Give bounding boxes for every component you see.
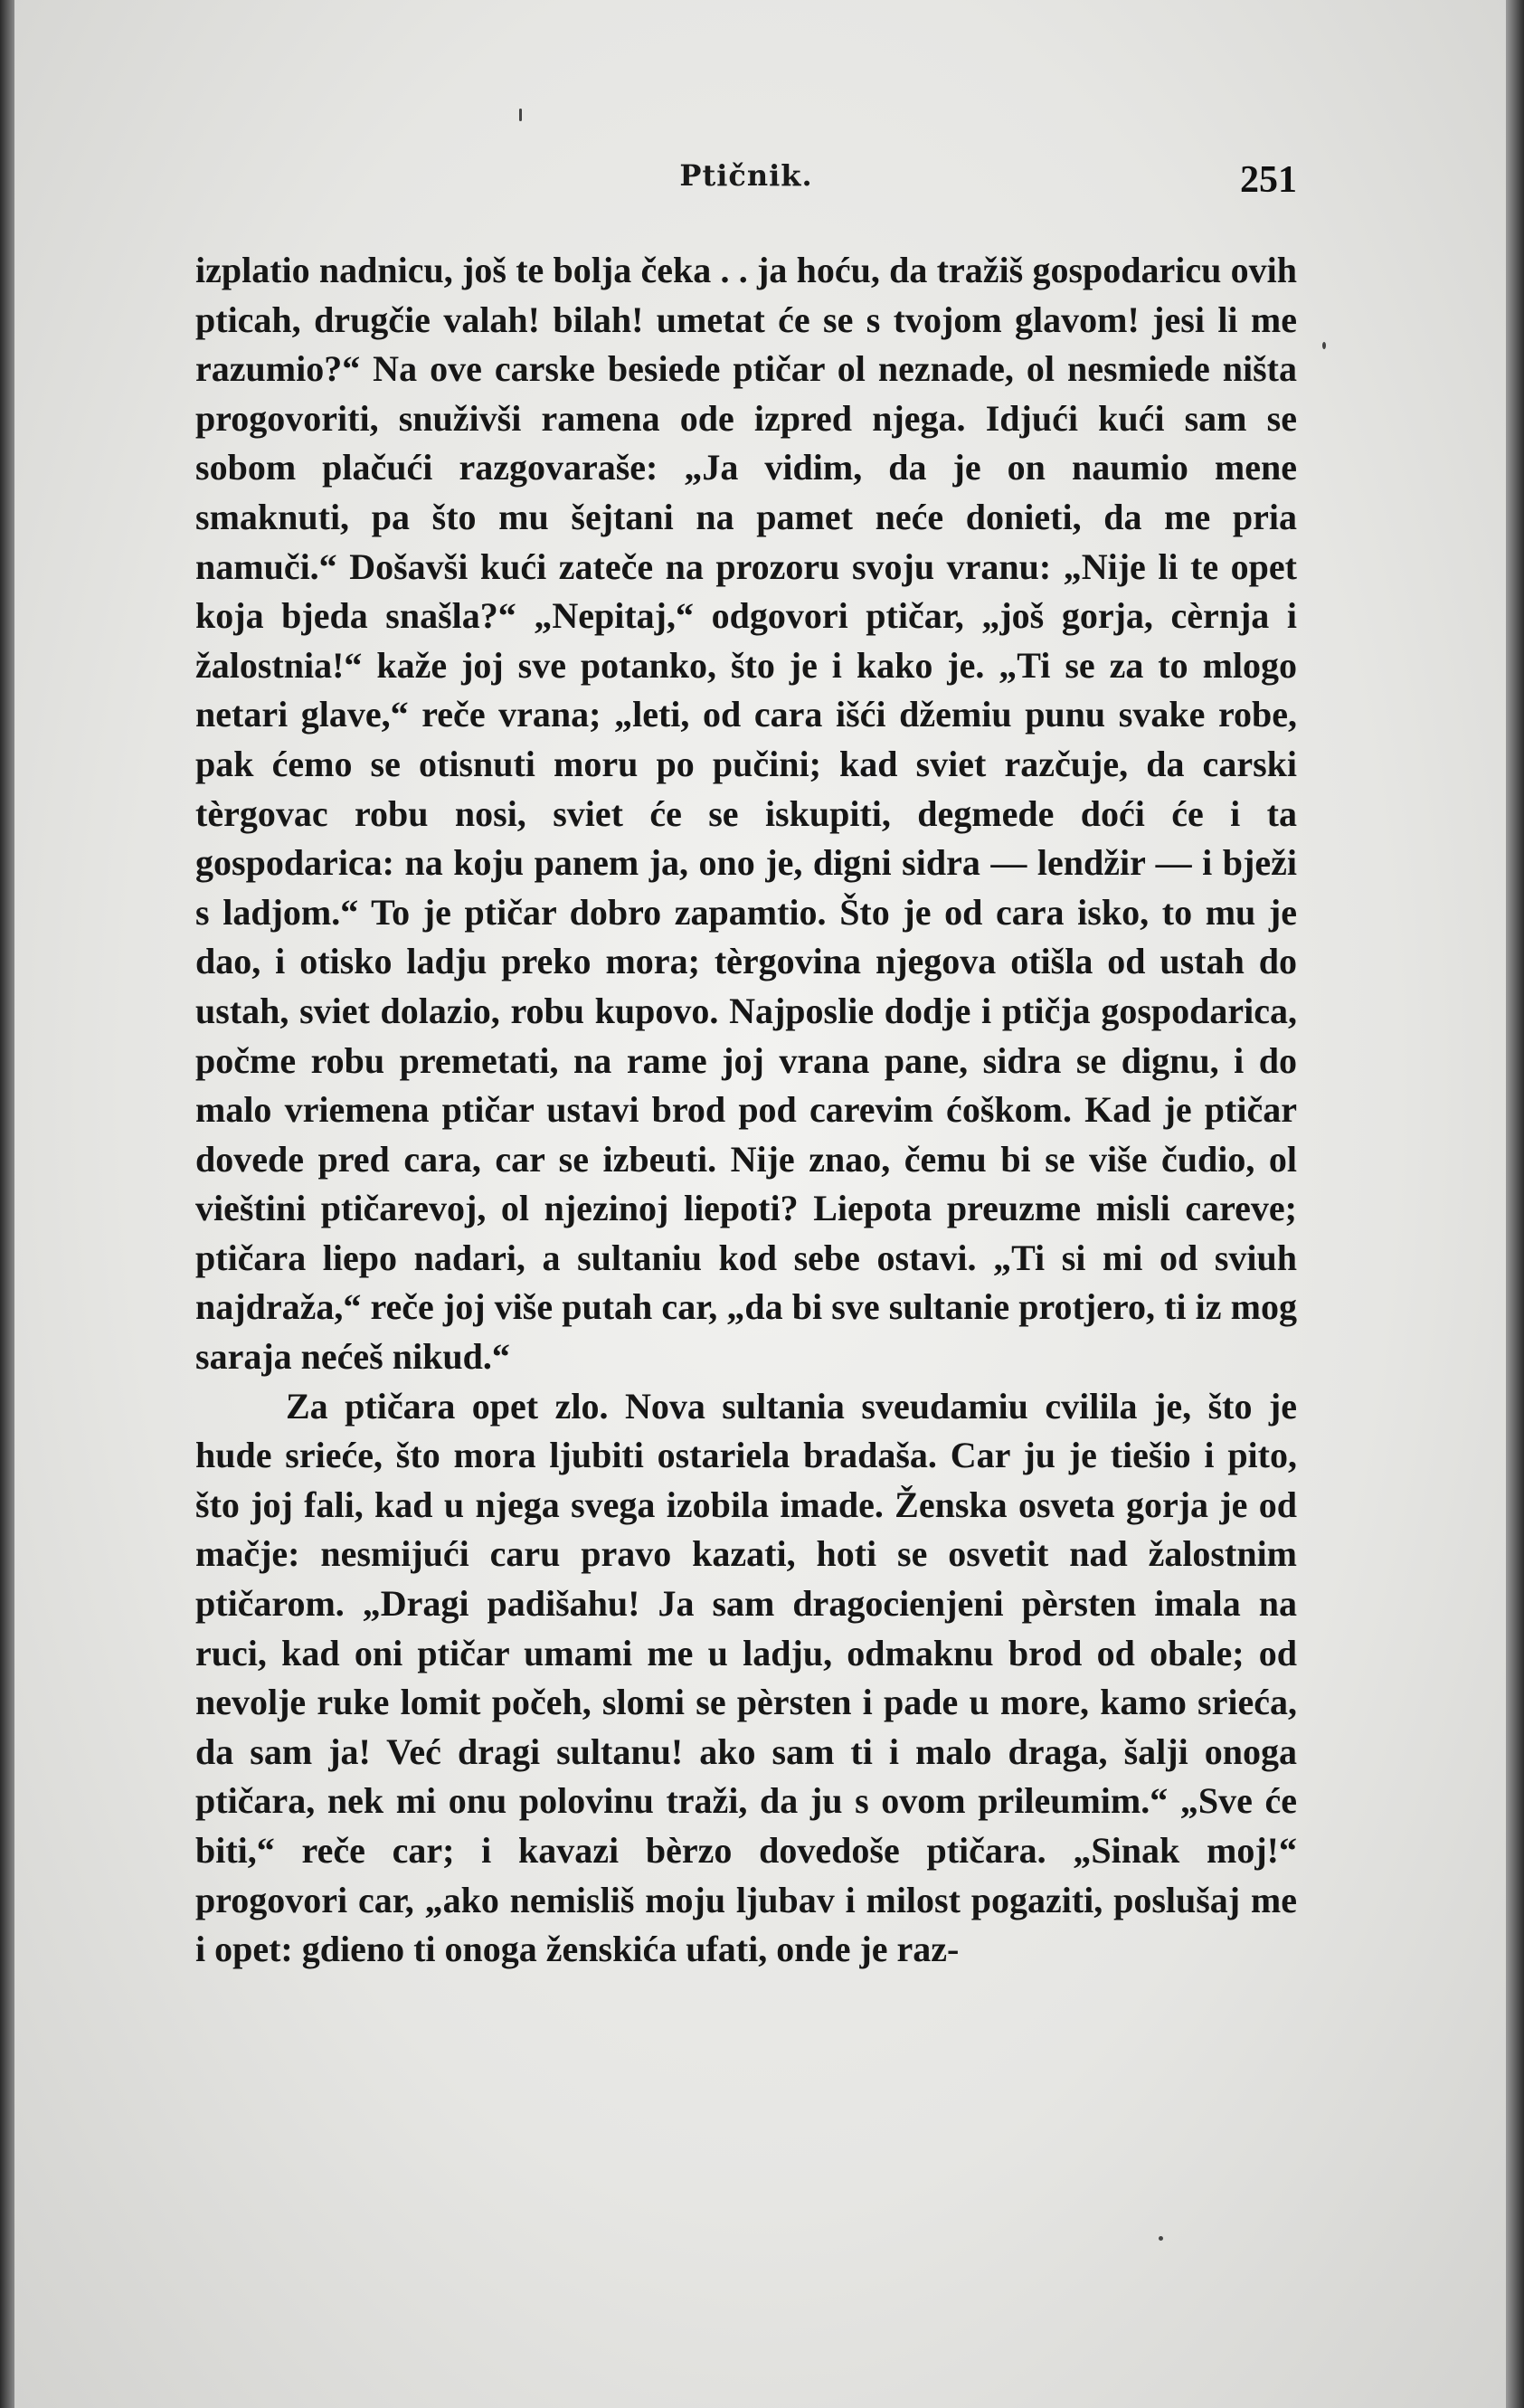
- paragraph-2: Za ptičara opet zlo. Nova sultania sveudamiu cvilila je, što je hude srieće, što mora ljubiti ostariela bradaša. Car ju je tiešio i pito, što joj fali, kad u njega svega izobila imade. Ženska osveta gorja je od mačje: nesmijući caru pravo kazati, hoti se osvetit nad žalostnim ptičarom. „Dragi padišahu! Ja sam dragocienjeni pèrsten imala na ruci, kad oni ptičar umami me u ladju, odmaknu brod od obale; od nevolje ruke lomit počeh, slomi se pèrsten i pade u more, kamo srieća, da sam ja! Već dragi sultanu! ako sam ti i malo draga, šalji onoga ptičara, nek mi onu polovinu traži, da ju s ovom prileumim.“ „Sve će biti,“ reče car; i kavazi bèrzo dovedoše ptičara. „Sinak moj!“ progovori car, „ako nemisliš moju ljubav i milost pogaziti, poslušaj me i opet: gdieno ti onoga ženskića ufati, onde je raz-: [195, 1385, 1297, 1970]
- ink-speck: [519, 109, 522, 121]
- book-page: [14, 0, 1506, 2408]
- scan-right-edge: [1506, 0, 1524, 2408]
- ink-speck: [1159, 2236, 1163, 2241]
- page-number: 251: [1240, 159, 1297, 201]
- scan-left-edge: [0, 0, 14, 2408]
- paragraph-1: izplatio nadnicu, još te bolja čeka . . ja hoću, da tražiš gospodaricu ovih pticah, drugčie valah! bilah! umetat će se s tvojom glavom! jesi li me razumio?“ Na ove carske besiede ptičar ol neznade, ol nesmiede ništa progovoriti, snuživši ramena ode izpred njega. Idjući kući sam se sobom plačući razgovaraše: „Ja vidim, da je on naumio mene smaknuti, pa što mu šejtani na pamet neće donieti, da me pria namuči.“ Došavši kući zateče na prozoru svoju vranu: „Nije li te opet koja bjeda snašla?“ „Nepitaj,“ odgovori ptičar, „još gorja, cèrnja i žalostnia!“ kaže joj sve potanko, što je i kako je. „Ti se za to mlogo netari glave,“ reče vrana; „leti, od cara išći džemiu punu svake robe, pak ćemo se otisnuti moru po pučini; kad sviet razčuje, da carski tèrgovac robu nosi, sviet će se iskupiti, degmede doći će i ta gospodarica: na koju panem ja, ono je, digni sidra — lendžir — i bježi s ladjom.“ To je ptičar dobro zapamtio. Što je od cara isko, to mu je dao, i otisko ladju preko mora; tèrgovina njegova otišla od ustah do ustah, sviet dolazio, robu kupovo. Najposlie dodje i ptičja gospodarica, počme robu premetati, na rame joj vrana pane, sidra se dignu, i do malo vriemena ptičar ustavi brod pod carevim ćoškom. Kad je ptičar dovede pred cara, car se izbeuti. Nije znao, čemu bi se više čudio, ol vieštini ptičarevoj, ol njezinoj liepoti? Liepota preuzme misli careve; ptičara liepo nadari, a sultaniu kod sebe ostavi. „Ti si mi od sviuh najdraža,“ reče joj više putah car, „da bi sve sultanie protjero, ti iz mog saraja nećeš nikud.“: [195, 250, 1297, 1378]
- ink-speck: [1322, 342, 1326, 349]
- page-header: [195, 158, 1297, 213]
- running-head: Ptičnik.: [679, 158, 813, 193]
- body-text: [195, 246, 1297, 1975]
